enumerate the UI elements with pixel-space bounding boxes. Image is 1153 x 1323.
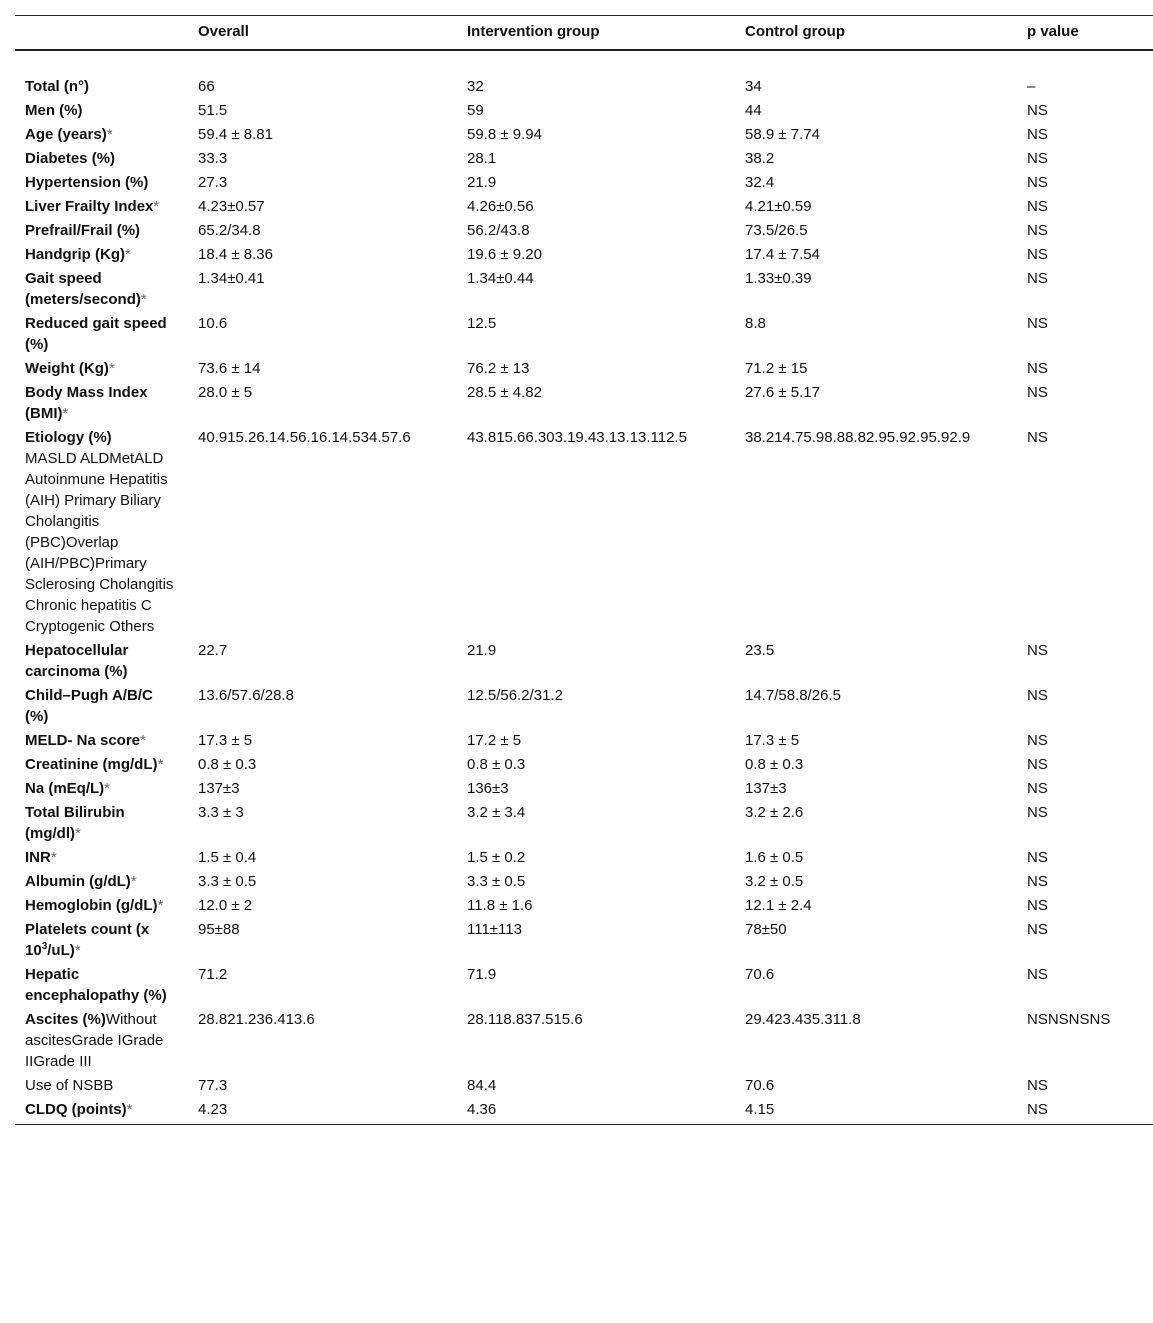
- header-intervention-group: Intervention group: [467, 23, 600, 40]
- cell-intervention: 28.118.837.515.6: [467, 1011, 583, 1028]
- row-label: [15, 243, 188, 267]
- cell-control: 0.8 ± 0.3: [745, 756, 804, 773]
- cell-intervention: 11.8 ± 1.6: [467, 897, 533, 914]
- row-label-text: Platelets count (x 10: [25, 921, 150, 959]
- row-label-text: Na (mEq/L): [25, 780, 105, 797]
- cell-p-value: NS: [1027, 921, 1048, 938]
- footnote-asterisk: *: [126, 1101, 133, 1118]
- table-row: [15, 195, 1153, 219]
- table-row: [15, 1098, 1153, 1125]
- cell-intervention: 3.3 ± 0.5: [467, 873, 526, 890]
- cell-intervention: 21.9: [467, 174, 497, 191]
- cell-control: 23.5: [745, 642, 775, 659]
- table-row: [15, 123, 1153, 147]
- cell-control: 4.21±0.59: [745, 198, 812, 215]
- cell-control: 27.6 ± 5.17: [745, 384, 820, 401]
- cell-p-value: NS: [1027, 1101, 1048, 1118]
- footnote-asterisk: *: [104, 780, 111, 797]
- row-label: [15, 963, 188, 1008]
- row-label: [15, 1008, 188, 1074]
- table-row: [15, 267, 1153, 312]
- cell-control: 70.6: [745, 1077, 775, 1094]
- cell-control: 1.6 ± 0.5: [745, 849, 804, 866]
- row-sublabels: MASLD ALDMetALD Autoinmune Hepatitis (AIH) Primary Biliary Cholangitis (PBC)Overlap (AIH/PBC)Primary Sclerosing Cholangitis Chronic hepatitis C Cryptogenic Others: [25, 450, 174, 635]
- footnote-asterisk: *: [130, 873, 137, 890]
- cell-p-value: NS: [1027, 270, 1048, 287]
- row-label: [15, 219, 188, 243]
- footnote-asterisk: *: [157, 897, 164, 914]
- cell-intervention: 84.4: [467, 1077, 497, 1094]
- footnote-asterisk: *: [108, 360, 115, 377]
- row-label: [15, 312, 188, 357]
- row-label-text: Hemoglobin (g/dL): [25, 897, 158, 914]
- row-label: [15, 99, 188, 123]
- spacer-row: [15, 50, 1153, 75]
- cell-p-value: NS: [1027, 756, 1048, 773]
- row-label-text: Prefrail/Frail (%): [25, 222, 141, 239]
- cell-p-value: –: [1027, 78, 1036, 95]
- cell-overall: 3.3 ± 0.5: [198, 873, 257, 890]
- cell-control: 14.7/58.8/26.5: [745, 687, 841, 704]
- footnote-asterisk: *: [74, 942, 81, 959]
- table-row: [15, 243, 1153, 267]
- row-sublabels: Without ascitesGrade IGrade IIGrade III: [25, 1011, 164, 1070]
- cell-intervention: 12.5/56.2/31.2: [467, 687, 563, 704]
- cell-control: 29.423.435.311.8: [745, 1011, 861, 1028]
- table-row: [15, 1074, 1153, 1098]
- table-row: [15, 753, 1153, 777]
- cell-overall: 10.6: [198, 315, 228, 332]
- row-label: [15, 195, 188, 219]
- row-label: [15, 357, 188, 381]
- row-label-text: Handgrip (Kg): [25, 246, 125, 263]
- cell-control: 1.33±0.39: [745, 270, 812, 287]
- row-label-text: Gait speed (meters/second): [25, 270, 141, 308]
- cell-p-value: NS: [1027, 966, 1048, 983]
- table-row: [15, 918, 1153, 963]
- cell-p-value: NS: [1027, 102, 1048, 119]
- footnote-asterisk: *: [140, 732, 146, 749]
- footnote-asterisk: *: [50, 849, 57, 866]
- cell-control: 38.214.75.98.88.82.95.92.95.92.9: [745, 429, 971, 446]
- cell-overall: 22.7: [198, 642, 228, 659]
- cell-p-value: NSNSNSNS: [1027, 1011, 1111, 1028]
- cell-intervention: 0.8 ± 0.3: [467, 756, 526, 773]
- header-empty: [15, 16, 188, 51]
- cell-p-value: NS: [1027, 732, 1048, 749]
- cell-overall: 27.3: [198, 174, 228, 191]
- cell-control: 73.5/26.5: [745, 222, 808, 239]
- cell-p-value: NS: [1027, 246, 1048, 263]
- table-row: [15, 777, 1153, 801]
- cell-control: 137±3: [745, 780, 787, 797]
- cell-overall: 71.2: [198, 966, 228, 983]
- row-label-text: Total Bilirubin (mg/dl): [25, 804, 125, 842]
- cell-p-value: NS: [1027, 687, 1048, 704]
- row-label-text: Child–Pugh A/B/C (%): [25, 687, 153, 725]
- table-row: [15, 426, 1153, 639]
- footnote-asterisk: *: [140, 291, 147, 308]
- row-label-text: Body Mass Index (BMI): [25, 384, 148, 422]
- cell-intervention: 59: [467, 102, 484, 119]
- cell-overall: 59.4 ± 8.81: [198, 126, 273, 143]
- baseline-characteristics-table: [15, 15, 1153, 1125]
- row-label: [15, 894, 188, 918]
- table-row: [15, 99, 1153, 123]
- cell-p-value: NS: [1027, 804, 1048, 821]
- row-label: [15, 639, 188, 684]
- table-header-row: [15, 16, 1153, 51]
- cell-overall: 4.23: [198, 1101, 228, 1118]
- table-row: [15, 894, 1153, 918]
- header-p-value: p value: [1027, 23, 1079, 40]
- header-control-group: Control group: [745, 23, 845, 40]
- table-row: [15, 846, 1153, 870]
- row-label-text: Albumin (g/dL): [25, 873, 131, 890]
- cell-intervention: 43.815.66.303.19.43.13.13.112.5: [467, 429, 687, 446]
- footnote-asterisk: *: [106, 126, 113, 143]
- row-label: [15, 870, 188, 894]
- row-label-text: INR: [25, 849, 51, 866]
- row-label-text: Reduced gait speed (%): [25, 315, 167, 353]
- row-label-text: Hepatocellular carcinoma (%): [25, 642, 129, 680]
- row-label-text: Weight (Kg): [25, 360, 109, 377]
- cell-p-value: NS: [1027, 1077, 1048, 1094]
- cell-overall: 0.8 ± 0.3: [198, 756, 257, 773]
- row-label-text: Creatinine (mg/dL): [25, 756, 158, 773]
- cell-overall: 33.3: [198, 150, 228, 167]
- table-row: [15, 171, 1153, 195]
- cell-overall: 51.5: [198, 102, 228, 119]
- table-row: [15, 729, 1153, 753]
- cell-control: 78±50: [745, 921, 787, 938]
- cell-intervention: 56.2/43.8: [467, 222, 530, 239]
- cell-p-value: NS: [1027, 360, 1048, 377]
- table-row: [15, 639, 1153, 684]
- cell-overall: 28.0 ± 5: [198, 384, 253, 401]
- cell-overall: 3.3 ± 3: [198, 804, 244, 821]
- cell-overall: 12.0 ± 2: [198, 897, 253, 914]
- row-label-text: Hepatic encephalopathy (%): [25, 966, 167, 1004]
- row-label: [15, 777, 188, 801]
- row-label: [15, 801, 188, 846]
- cell-control: 70.6: [745, 966, 775, 983]
- row-label: [15, 846, 188, 870]
- footnote-asterisk: *: [124, 246, 131, 263]
- row-label: [15, 729, 188, 753]
- table-body: [15, 50, 1153, 1125]
- cell-control: 32.4: [745, 174, 775, 191]
- cell-intervention: 4.36: [467, 1101, 497, 1118]
- cell-p-value: NS: [1027, 873, 1048, 890]
- footnote-asterisk: *: [62, 405, 69, 422]
- cell-intervention: 76.2 ± 13: [467, 360, 530, 377]
- cell-intervention: 136±3: [467, 780, 509, 797]
- row-label-text: Age (years): [25, 126, 107, 143]
- row-label: [15, 753, 188, 777]
- cell-p-value: NS: [1027, 222, 1048, 239]
- table-row: [15, 381, 1153, 426]
- footnote-asterisk: *: [157, 756, 164, 773]
- cell-intervention: 4.26±0.56: [467, 198, 534, 215]
- cell-overall: 66: [198, 78, 215, 95]
- cell-p-value: NS: [1027, 780, 1048, 797]
- cell-control: 44: [745, 102, 762, 119]
- row-label: [15, 684, 188, 729]
- row-label: [15, 75, 188, 99]
- table-row: [15, 870, 1153, 894]
- footnote-asterisk: *: [153, 198, 160, 215]
- cell-intervention: 111±113: [467, 921, 522, 938]
- cell-overall: 18.4 ± 8.36: [198, 246, 273, 263]
- cell-p-value: NS: [1027, 198, 1048, 215]
- table-row: [15, 312, 1153, 357]
- row-label-text: Use of NSBB: [25, 1077, 114, 1094]
- row-label-text: Hypertension (%): [25, 174, 149, 191]
- cell-overall: 77.3: [198, 1077, 228, 1094]
- cell-overall: 40.915.26.14.56.16.14.534.57.6: [198, 429, 411, 446]
- superscript: 3: [41, 941, 48, 952]
- header-overall: Overall: [198, 23, 249, 40]
- row-label: [15, 267, 188, 312]
- cell-intervention: 1.34±0.44: [467, 270, 534, 287]
- cell-p-value: NS: [1027, 174, 1048, 191]
- cell-control: 3.2 ± 2.6: [745, 804, 804, 821]
- row-label: [15, 426, 188, 639]
- cell-intervention: 12.5: [467, 315, 497, 332]
- cell-control: 58.9 ± 7.74: [745, 126, 820, 143]
- cell-p-value: NS: [1027, 315, 1048, 332]
- cell-overall: 4.23±0.57: [198, 198, 265, 215]
- cell-control: 17.4 ± 7.54: [745, 246, 820, 263]
- table-row: [15, 1008, 1153, 1074]
- table-row: [15, 75, 1153, 99]
- row-label: [15, 1098, 188, 1125]
- cell-control: 34: [745, 78, 762, 95]
- cell-intervention: 71.9: [467, 966, 497, 983]
- cell-intervention: 28.1: [467, 150, 497, 167]
- table-row: [15, 357, 1153, 381]
- cell-overall: 137±3: [198, 780, 240, 797]
- row-label-text: MELD- Na score: [25, 732, 141, 749]
- cell-intervention: 1.5 ± 0.2: [467, 849, 526, 866]
- cell-control: 3.2 ± 0.5: [745, 873, 804, 890]
- cell-p-value: NS: [1027, 429, 1048, 446]
- cell-intervention: 21.9: [467, 642, 497, 659]
- cell-control: 4.15: [745, 1101, 775, 1118]
- cell-overall: 1.34±0.41: [198, 270, 265, 287]
- row-label-tail: /uL): [47, 942, 75, 959]
- row-label-text: Total (n°): [25, 78, 90, 95]
- cell-overall: 17.3 ± 5: [198, 732, 253, 749]
- table-row: [15, 684, 1153, 729]
- cell-overall: 95±88: [198, 921, 240, 938]
- cell-intervention: 59.8 ± 9.94: [467, 126, 542, 143]
- row-label-text: Diabetes (%): [25, 150, 116, 167]
- cell-control: 12.1 ± 2.4: [745, 897, 812, 914]
- row-label-text: CLDQ (points): [25, 1101, 127, 1118]
- row-label: [15, 147, 188, 171]
- table-row: [15, 219, 1153, 243]
- cell-control: 8.8: [745, 315, 766, 332]
- row-label: [15, 171, 188, 195]
- row-label: [15, 1074, 188, 1098]
- cell-control: 71.2 ± 15: [745, 360, 808, 377]
- row-label-text: Etiology (%): [25, 429, 112, 446]
- cell-overall: 65.2/34.8: [198, 222, 261, 239]
- row-label-text: Ascites (%): [25, 1011, 106, 1028]
- cell-p-value: NS: [1027, 642, 1048, 659]
- cell-p-value: NS: [1027, 150, 1048, 167]
- cell-intervention: 3.2 ± 3.4: [467, 804, 526, 821]
- table-row: [15, 963, 1153, 1008]
- cell-intervention: 28.5 ± 4.82: [467, 384, 542, 401]
- row-label-text: Men (%): [25, 102, 83, 119]
- table-row: [15, 147, 1153, 171]
- cell-overall: 13.6/57.6/28.8: [198, 687, 294, 704]
- cell-p-value: NS: [1027, 849, 1048, 866]
- row-label: [15, 381, 188, 426]
- row-label-text: Liver Frailty Index: [25, 198, 154, 215]
- cell-overall: 1.5 ± 0.4: [198, 849, 257, 866]
- footnote-asterisk: *: [75, 825, 81, 842]
- row-label: [15, 123, 188, 147]
- table-row: [15, 801, 1153, 846]
- cell-p-value: NS: [1027, 384, 1048, 401]
- cell-intervention: 17.2 ± 5: [467, 732, 522, 749]
- cell-intervention: 19.6 ± 9.20: [467, 246, 542, 263]
- cell-p-value: NS: [1027, 126, 1048, 143]
- row-label: [15, 918, 188, 963]
- cell-overall: 73.6 ± 14: [198, 360, 261, 377]
- cell-control: 38.2: [745, 150, 775, 167]
- cell-control: 17.3 ± 5: [745, 732, 800, 749]
- table-container: [15, 15, 1153, 1125]
- cell-overall: 28.821.236.413.6: [198, 1011, 315, 1028]
- cell-p-value: NS: [1027, 897, 1048, 914]
- cell-intervention: 32: [467, 78, 484, 95]
